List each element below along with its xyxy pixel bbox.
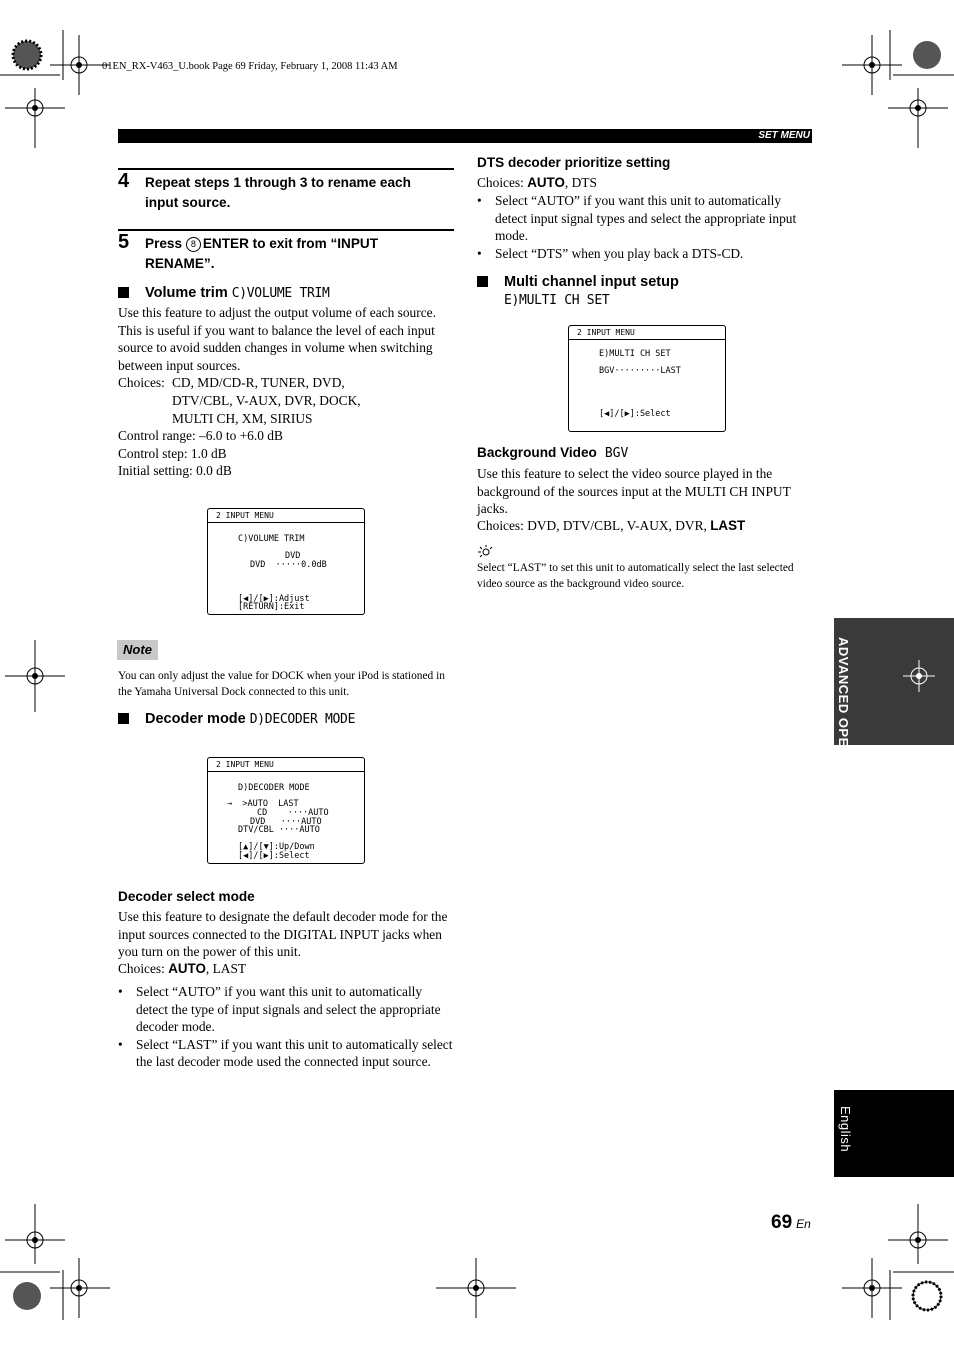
lcd-volume-trim [207, 508, 365, 615]
multi-channel-code: E)MULTI CH SET [504, 293, 610, 308]
lcd-line: CD ····AUTO [257, 808, 329, 818]
side-tab-language-label: English [838, 1106, 853, 1153]
lcd-line: BGV·········LAST [599, 366, 681, 376]
dts-heading: DTS decoder prioritize setting [477, 155, 671, 170]
lcd-line: E)MULTI CH SET [599, 349, 671, 359]
step-text-pre: Press [145, 236, 186, 251]
section-label: SET MENU [758, 130, 810, 141]
multi-channel-title: Multi channel input setup [504, 274, 679, 290]
choices-default: LAST [710, 518, 746, 533]
step-number: 5 [118, 231, 130, 253]
page-number-value: 69 [771, 1212, 793, 1233]
section-header-bar [118, 129, 812, 143]
list-item: • Select “LAST” if you want this unit to automatically select the last decoder mode used the connected input source. [118, 1036, 454, 1071]
square-bullet-icon [118, 713, 129, 724]
step-rule [118, 229, 454, 231]
lcd-line: [▲]/[▼]:Up/Down [238, 842, 315, 852]
control-range: Control range: –6.0 to +6.0 dB [118, 428, 283, 443]
lcd-line: [◀]/[▶]:Adjust [238, 594, 310, 604]
page-number [771, 1212, 811, 1234]
lightbulb-icon [477, 544, 493, 558]
list-item: • Select “AUTO” if you want this unit to automatically detect the type of input signals and select the appropriate decoder mode. [118, 983, 454, 1036]
note-label: Note [117, 640, 158, 660]
lcd-line: [RETURN]:Exit [238, 602, 305, 612]
lcd-line: → >AUTO LAST [227, 799, 299, 809]
decoder-select-choices [118, 960, 246, 978]
step-text-post: to exit from “INPUT RENAME”. [145, 236, 379, 271]
lcd-title: 2 INPUT MENU [208, 758, 364, 772]
volume-trim-choices-label: Choices: [118, 375, 165, 390]
step-rule [118, 168, 454, 170]
lcd-line: DVD ·····0.0dB [250, 560, 327, 570]
enter-key-label: ENTER [202, 236, 249, 251]
volume-trim-code: C)VOLUME TRIM [231, 286, 330, 301]
choices-rest: , LAST [205, 961, 247, 976]
decoder-select-body: Use this feature to designate the default decoder mode for the input sources connected to the DIGITAL INPUT jacks when you turn on the power of this unit. [118, 909, 448, 960]
lcd-line: DTV/CBL ····AUTO [238, 825, 320, 835]
choices-label: Choices: [118, 961, 169, 976]
choices-default: AUTO [168, 961, 206, 976]
lcd-decoder-mode [207, 757, 365, 864]
background-video-title: Background Video [477, 445, 597, 460]
lcd-line: [◀]/[▶]:Select [238, 851, 310, 861]
step-text: Repeat steps 1 through 3 to rename each input source. [145, 175, 411, 210]
print-header: 01EN_RX-V463_U.book Page 69 Friday, February 1, 2008 11:43 AM [102, 61, 398, 72]
lcd-line: DVD [285, 551, 301, 561]
initial-setting: Initial setting: 0.0 dB [118, 463, 232, 478]
lcd-line: DVD ····AUTO [250, 817, 322, 827]
lcd-title: 2 INPUT MENU [569, 326, 725, 340]
background-video-tip: Select “LAST” to set this unit to automatically select the last selected video source as the background video source. [477, 562, 794, 590]
background-video-code: BGV [604, 446, 629, 461]
step-number: 4 [118, 170, 130, 192]
volume-trim-heading [118, 285, 330, 301]
choices-default: AUTO [527, 175, 565, 190]
enter-key-badge: 8 [186, 237, 201, 252]
volume-trim-choice-line: DTV/CBL, V-AUX, DVR, DOCK, [172, 393, 361, 408]
volume-trim-title: Volume trim [145, 285, 228, 301]
dts-choices [477, 174, 597, 192]
background-video-choices [477, 517, 745, 535]
control-step: Control step: 1.0 dB [118, 446, 227, 461]
list-item: • Select “DTS” when you play back a DTS-CD. [477, 245, 813, 263]
side-tab-advanced [834, 618, 954, 745]
page-lang: En [796, 1217, 811, 1231]
lcd-line: [◀]/[▶]:Select [599, 409, 671, 419]
list-item: • Select “AUTO” if you want this unit to automatically detect input signal types and select the appropriate input mode. [477, 192, 813, 245]
lcd-line: D)DECODER MODE [238, 783, 310, 793]
choices-label: Choices: [477, 175, 528, 190]
choices-rest: , DTS [564, 175, 597, 190]
volume-trim-choice-line: MULTI CH, XM, SIRIUS [172, 411, 313, 426]
volume-trim-body: Use this feature to adjust the output volume of each source. This is useful if you want to balance the level of each input source to avoid sudden changes in volume when switching between input sources. [118, 305, 436, 373]
note-text: You can only adjust the value for DOCK when your iPod is stationed in the Yamaha Universal Dock connected to this unit. [118, 670, 445, 698]
volume-trim-choice-line: CD, MD/CD-R, TUNER, DVD, [172, 375, 345, 390]
decoder-mode-code: D)DECODER MODE [249, 712, 356, 727]
tab-registration-icon [903, 660, 935, 692]
side-tab-advanced-label: ADVANCED OPERATION [836, 637, 851, 799]
lcd-line: C)VOLUME TRIM [238, 534, 305, 544]
decoder-select-bullets [118, 983, 454, 1071]
lcd-title: 2 INPUT MENU [208, 509, 364, 523]
dts-bullets [477, 192, 813, 262]
square-bullet-icon [477, 276, 488, 287]
multi-channel-heading [477, 274, 679, 290]
decoder-mode-heading [118, 711, 355, 727]
lcd-multi-channel [568, 325, 726, 432]
square-bullet-icon [118, 287, 129, 298]
background-video-body: Use this feature to select the video source played in the background of the sources input at the MULTI CH INPUT jacks. [477, 466, 791, 517]
background-video-heading [477, 445, 628, 461]
step-text [145, 234, 445, 273]
choices-label: Choices: DVD, DTV/CBL, V-AUX, DVR, [477, 518, 711, 533]
decoder-mode-title: Decoder mode [145, 711, 246, 727]
decoder-select-heading: Decoder select mode [118, 889, 255, 904]
